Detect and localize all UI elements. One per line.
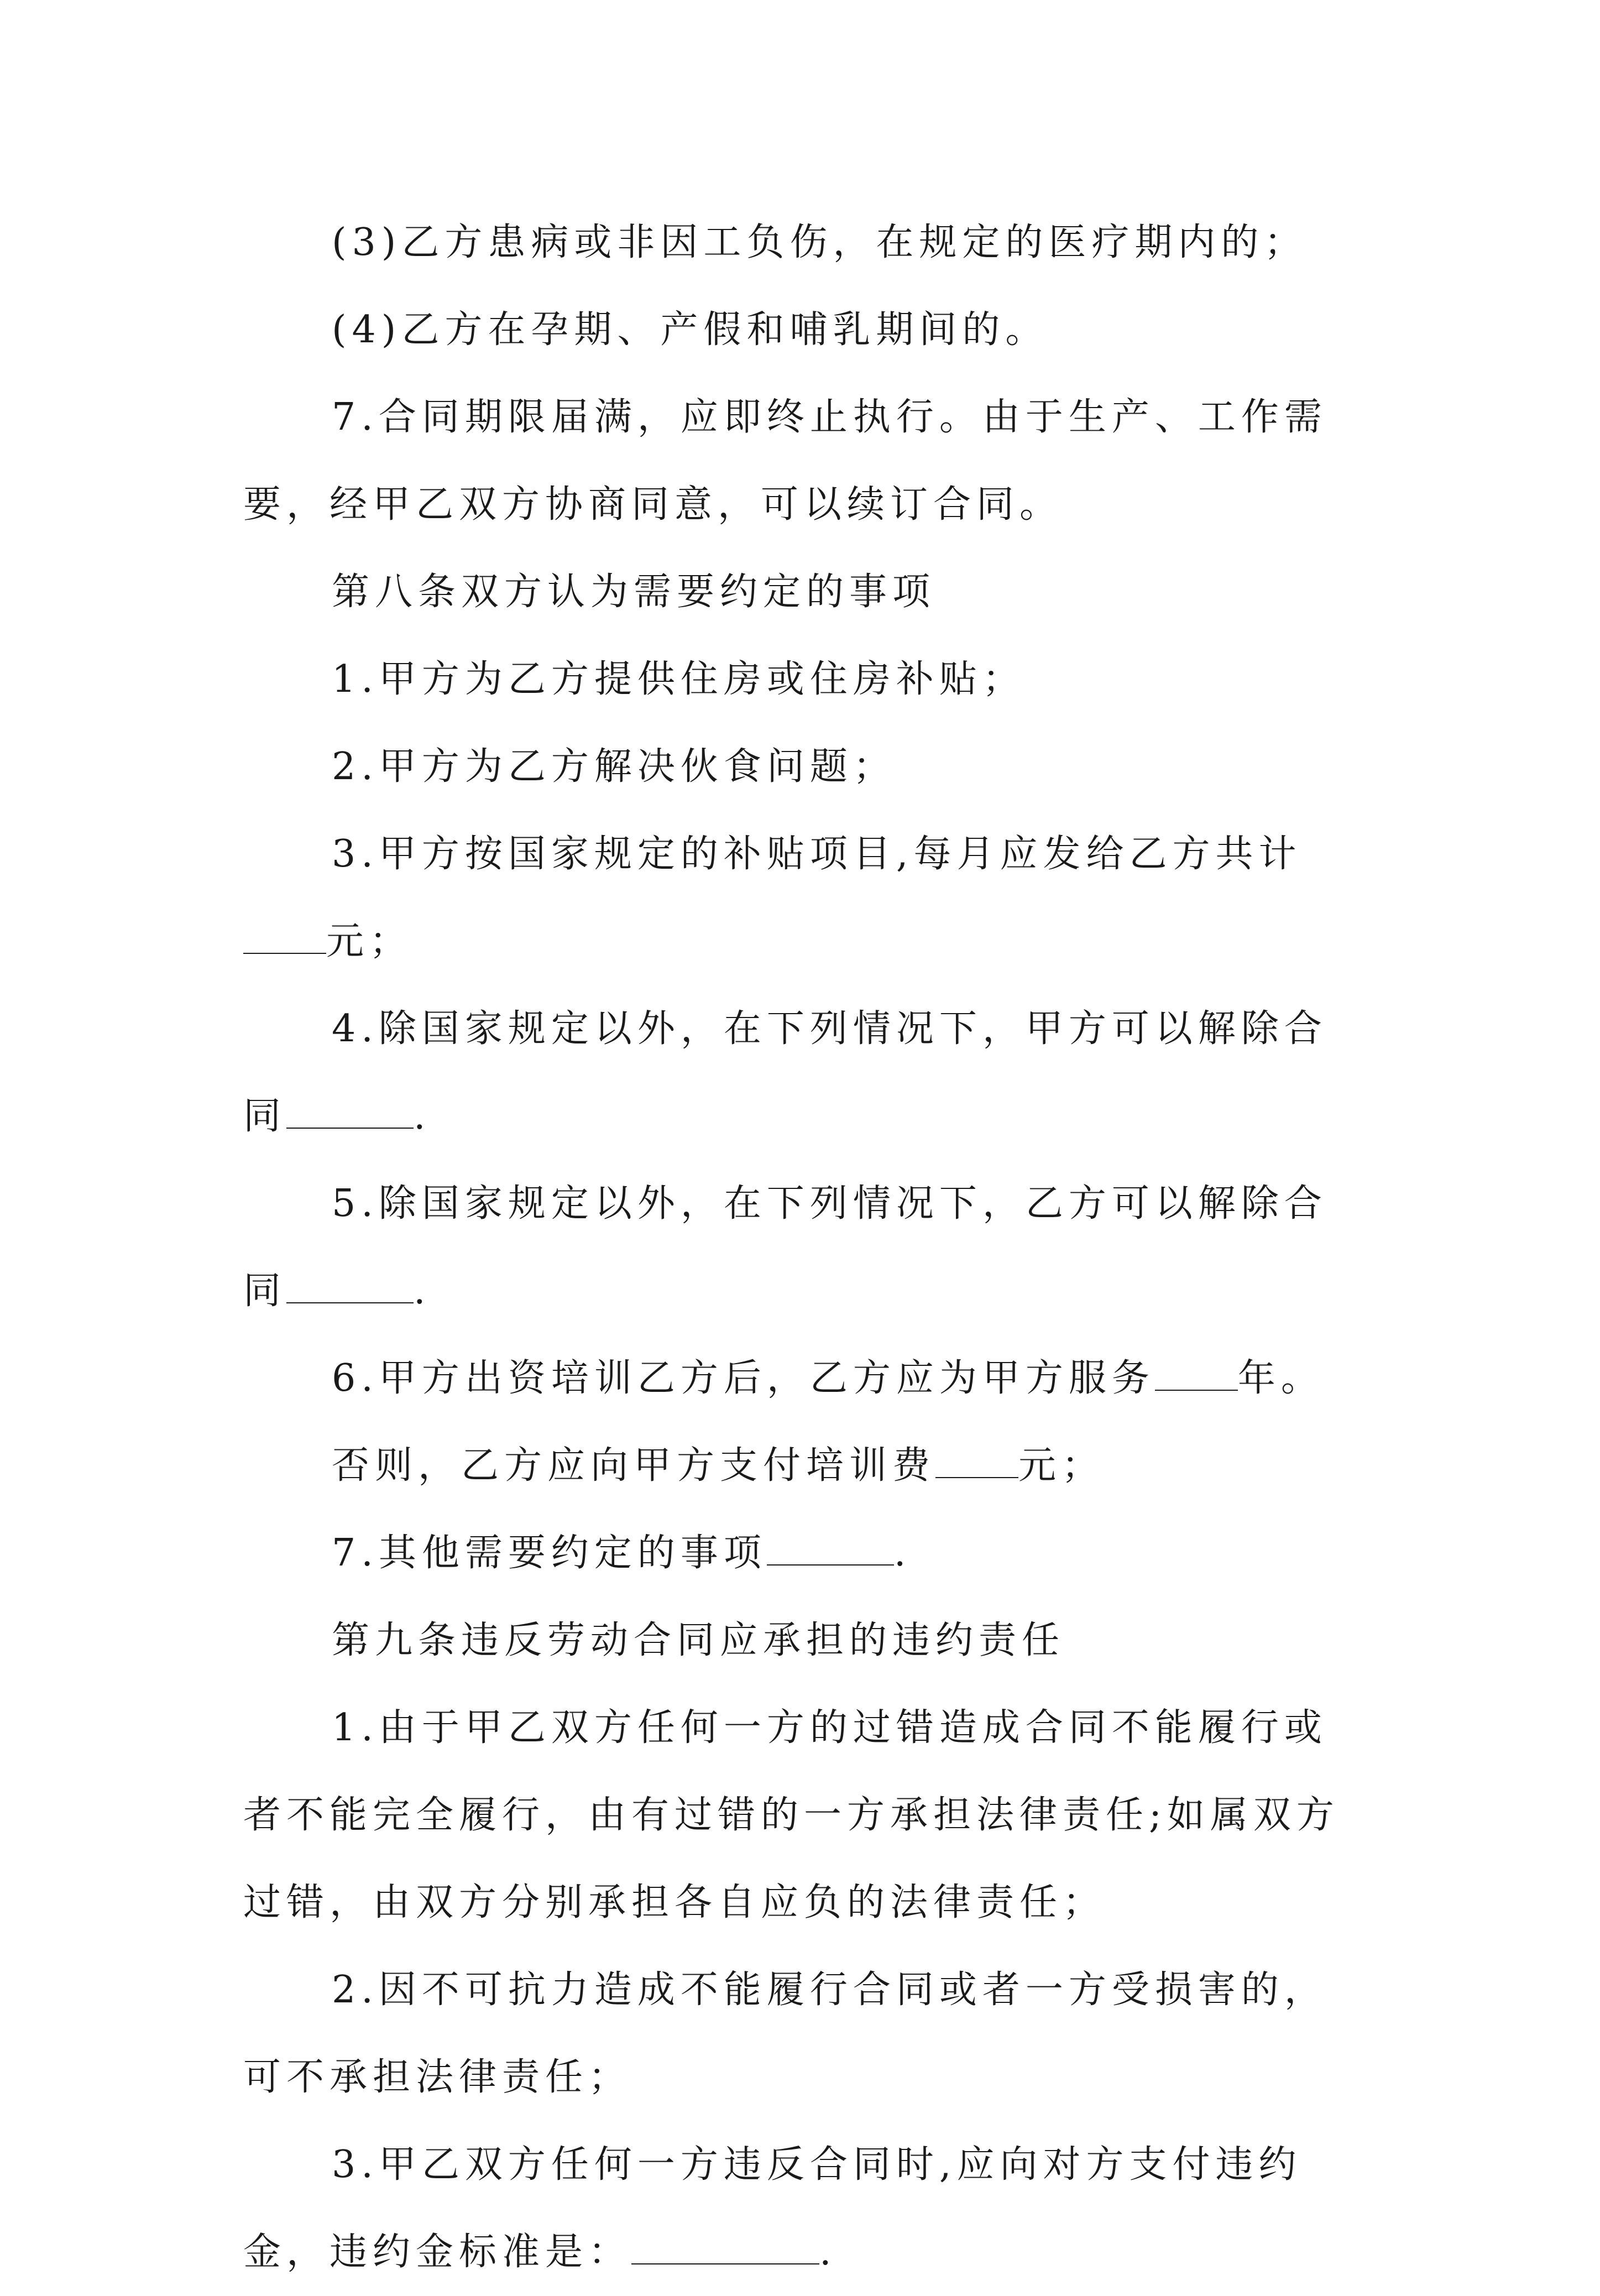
fill-blank bbox=[243, 920, 326, 954]
article-8-item-6-cont-tail: 元； bbox=[1018, 1444, 1105, 1488]
paragraph-item-3: (3)乙方患病或非因工负伤，在规定的医疗期内的； bbox=[332, 221, 1308, 264]
article-9-item-3-text: 3.甲乙双方任何一方违反合同时,应向对方支付违约金，违约金标准是： bbox=[243, 2143, 1302, 2274]
article-8-item-5-text: 5.除国家规定以外，在下列情况下，乙方可以解除合同 bbox=[243, 1182, 1327, 1313]
article-9-item-1: 1.由于甲乙双方任何一方的过错造成合同不能履行或者不能完全履行，由有过错的一方承担法律责任;如属双方过错，由双方分别承担各自应负的法律责任； bbox=[243, 1706, 1340, 1924]
paragraph-clause-7: 7.合同期限届满，应即终止执行。由于生产、工作需要，经甲乙双方协商同意，可以续订合同。 bbox=[243, 395, 1327, 526]
article-8-item-6 bbox=[243, 1335, 1360, 1422]
article-8-item-5 bbox=[243, 1160, 1360, 1335]
fill-blank bbox=[286, 1269, 414, 1303]
document-body bbox=[243, 199, 1360, 2296]
fill-blank bbox=[631, 2230, 819, 2264]
article-8-item-6-cont bbox=[243, 1422, 1360, 1510]
fill-blank bbox=[1155, 1356, 1238, 1391]
article-8-item-7-text: 7.其他需要约定的事项 bbox=[332, 1531, 767, 1575]
article-8-item-1: 1.甲方为乙方提供住房或住房补贴； bbox=[332, 658, 1026, 701]
article-8-item-4-text: 4.除国家规定以外，在下列情况下，甲方可以解除合同 bbox=[243, 1007, 1327, 1138]
article-8-item-3-tail: 元； bbox=[326, 920, 413, 963]
article-9-item-3 bbox=[243, 2121, 1360, 2296]
article-8-item-6-text: 6.甲方出资培训乙方后，乙方应为甲方服务 bbox=[332, 1356, 1155, 1400]
article-8-item-3-text: 3.甲方按国家规定的补贴项目,每月应发给乙方共计 bbox=[332, 832, 1302, 876]
article-9-item-2: 2.因不可抗力造成不能履行合同或者一方受损害的，可不承担法律责任； bbox=[243, 1968, 1327, 2099]
article-8-item-3 bbox=[243, 811, 1360, 985]
article-8-item-6-tail: 年。 bbox=[1237, 1356, 1324, 1400]
article-8-item-4 bbox=[243, 985, 1360, 1160]
fill-blank bbox=[935, 1444, 1018, 1478]
article-8-item-2: 2.甲方为乙方解决伙食问题； bbox=[332, 745, 896, 789]
article-8-heading: 第八条双方认为需要约定的事项 bbox=[332, 570, 936, 614]
fill-blank bbox=[767, 1531, 894, 1566]
fill-blank bbox=[286, 1094, 414, 1129]
article-9-heading: 第九条违反劳动合同应承担的违约责任 bbox=[332, 1619, 1065, 1662]
article-8-item-5-tail: . bbox=[414, 1269, 431, 1313]
article-8-item-7-tail: . bbox=[893, 1531, 912, 1575]
article-8-item-7 bbox=[243, 1510, 1360, 1597]
article-8-item-4-tail: . bbox=[414, 1094, 431, 1138]
article-8-item-6-cont-text: 否则，乙方应向甲方支付培训费 bbox=[332, 1444, 936, 1488]
paragraph-item-4: (4)乙方在孕期、产假和哺乳期间的。 bbox=[332, 308, 1049, 352]
article-9-item-3-tail: . bbox=[819, 2230, 837, 2274]
